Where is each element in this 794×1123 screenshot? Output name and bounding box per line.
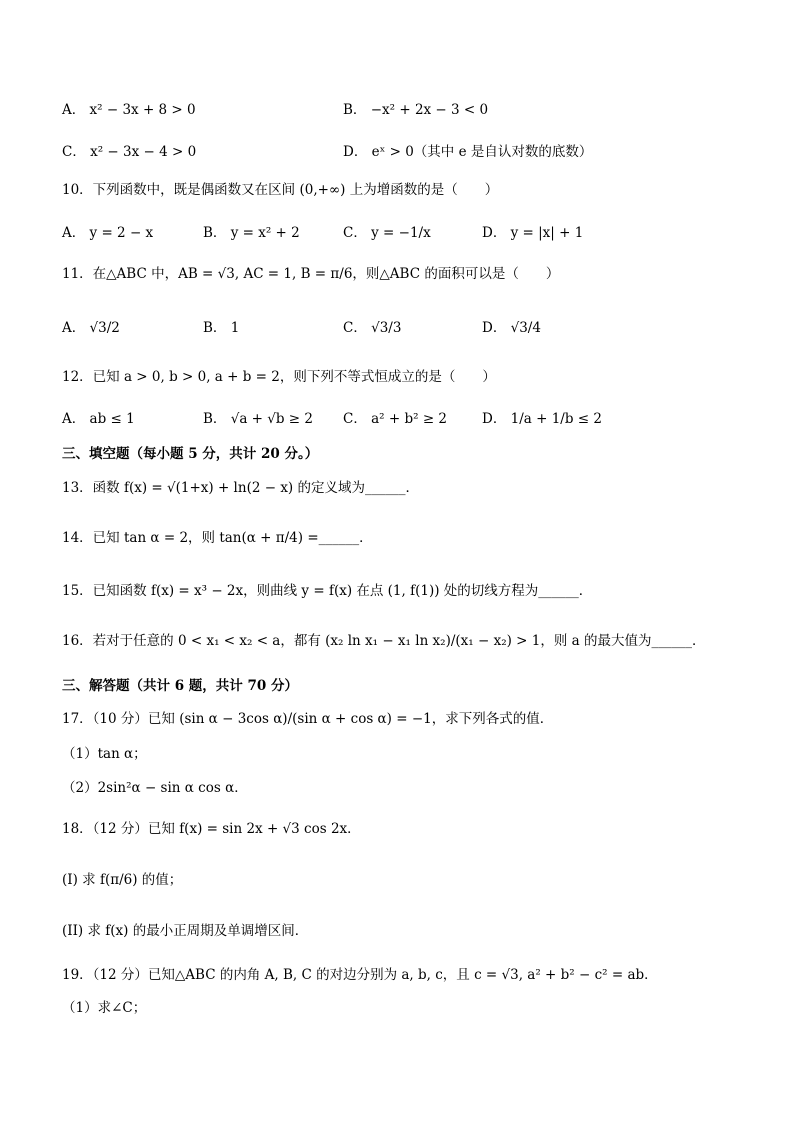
q10-option-b: B． y = x² + 2 <box>203 225 300 241</box>
q11-option-b: B． 1 <box>203 320 240 336</box>
q17-part-2: （2）2sin²α − sin α cos α． <box>62 780 248 796</box>
q19-stem: 19．（12 分）已知△ABC 的内角 A, B, C 的对边分别为 a, b, c，且 c = √3, a² + b² − c² = ab． <box>62 967 658 983</box>
q18-part-1: (I) 求 f(π/6) 的值； <box>62 872 183 888</box>
q18-stem: 18．（12 分）已知 f(x) = sin 2x + √3 cos 2x． <box>62 821 361 837</box>
q13-text: 13．函数 f(x) = √(1+x) + ln(2 − x) 的定义域为______． <box>62 480 419 496</box>
q9-option-c: C． x² − 3x − 4 > 0 <box>62 144 197 160</box>
q11-stem: 11．在△ABC 中，AB = √3, AC = 1, B = π/6，则△ABC 的面积可以是（ ） <box>62 266 560 282</box>
q17-stem: 17．（10 分）已知 (sin α − 3cos α)/(sin α + cos α) = −1，求下列各式的值． <box>62 711 554 727</box>
q15-text: 15．已知函数 f(x) = x³ − 2x，则曲线 y = f(x) 在点 (1, f(1)) 处的切线方程为______． <box>62 583 593 599</box>
q11-option-c: C． √3/3 <box>343 320 402 336</box>
q12-option-d: D． 1/a + 1/b ≤ 2 <box>482 411 602 427</box>
q11-option-a: A． √3/2 <box>62 320 120 336</box>
q10-option-d: D． y = |x| + 1 <box>482 225 584 241</box>
q14-text: 14．已知 tan α = 2，则 tan(α + π/4) =______． <box>62 530 373 546</box>
q12-stem: 12．已知 a > 0, b > 0, a + b = 2，则下列不等式恒成立的是（ ） <box>62 369 496 385</box>
q16-text: 16．若对于任意的 0 < x₁ < x₂ < a，都有 (x₂ ln x₁ − x₁ ln x₂)/(x₁ − x₂) > 1，则 a 的最大值为______． <box>62 633 706 649</box>
q19-part-1: （1）求∠C； <box>62 1000 147 1016</box>
q10-option-c: C． y = −1/x <box>343 225 431 241</box>
q10-option-a: A． y = 2 − x <box>62 225 154 241</box>
section-answer-title: 三、解答题（共计 6 题，共计 70 分） <box>62 678 298 694</box>
q18-part-2: (II) 求 f(x) 的最小正周期及单调增区间． <box>62 923 309 939</box>
q11-option-d: D． √3/4 <box>482 320 541 336</box>
q17-part-1: （1）tan α； <box>62 746 147 762</box>
q10-stem: 10．下列函数中，既是偶函数又在区间 (0,+∞) 上为增函数的是（ ） <box>62 182 499 198</box>
q9-option-d: D． eˣ > 0（其中 e 是自认对数的底数） <box>343 144 593 160</box>
section-fill-in-title: 三、填空题（每小题 5 分，共计 20 分。） <box>62 446 319 462</box>
q12-option-a: A． ab ≤ 1 <box>62 411 135 427</box>
q9-option-a: A． x² − 3x + 8 > 0 <box>62 102 196 118</box>
q9-option-b: B． −x² + 2x − 3 < 0 <box>343 102 489 118</box>
q12-option-b: B． √a + √b ≥ 2 <box>203 411 313 427</box>
q12-option-c: C． a² + b² ≥ 2 <box>343 411 448 427</box>
